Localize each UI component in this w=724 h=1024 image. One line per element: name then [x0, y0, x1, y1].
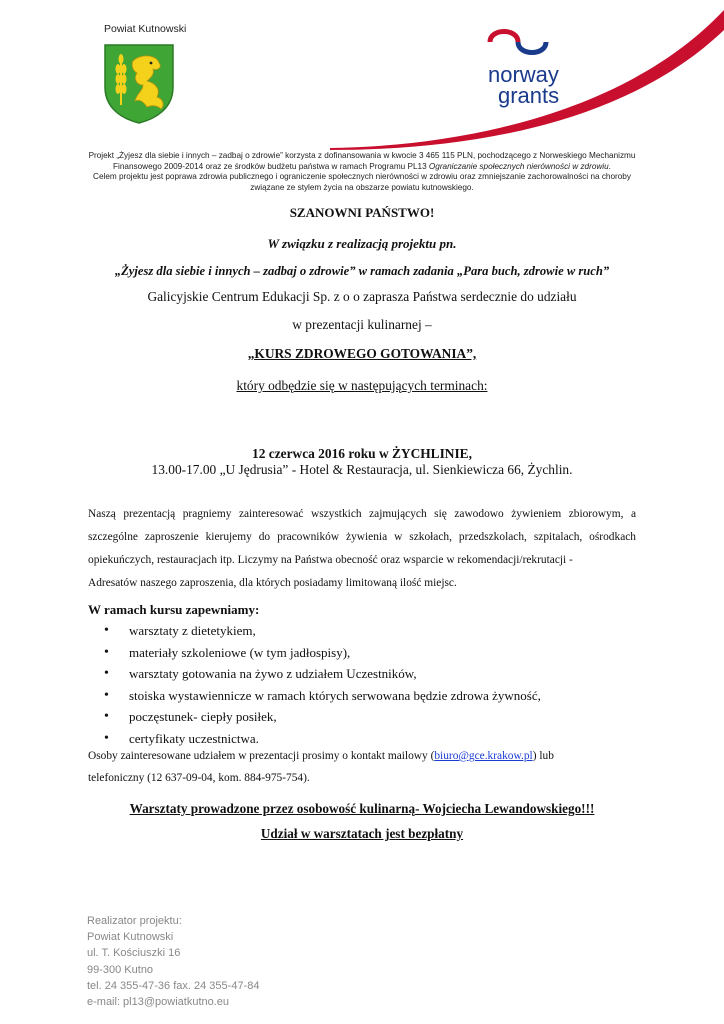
footer-line: 99-300 Kutno	[87, 963, 154, 976]
list-item: • warsztaty z dietetykiem,	[104, 620, 541, 642]
footer-line: e-mail: pl13@powiatkutno.eu	[87, 996, 230, 1009]
county-coat-of-arms	[103, 43, 175, 125]
contact-info	[88, 745, 648, 789]
salutation: SZANOWNI PAŃSTWO!	[289, 205, 435, 220]
closing-line-1: Warsztaty prowadzone przez osobowość kulinarną- Wojciecha Lewandowskiego!!!	[129, 801, 595, 816]
invitation-paragraph	[88, 503, 636, 595]
event-venue: 13.00-17.00 „U Jędrusia” - Hotel & Restauracja, ul. Sienkiewicza 66, Żychlin.	[151, 462, 573, 477]
paragraph-text-last: Adresatów naszego zaproszenia, dla których posiadamy limitowaną ilość miejsc.	[88, 577, 457, 589]
invitation-line-2: w prezentacji kulinarnej –	[292, 317, 432, 332]
closing-line-2: Udział w warsztatach jest bezpłatny	[260, 826, 464, 841]
project-title-line: „Żyjesz dla siebie i innych – zadbaj o zdrowie” w ramach zadania „Para buch, zdrowie w ruch”	[114, 264, 610, 278]
terms-line: który odbędzie się w następujących terminach:	[236, 378, 488, 393]
contact-line-2: telefoniczny (12 637-09-04, kom. 884-975-754).	[88, 772, 310, 784]
list-item: • warsztaty gotowania na żywo z udziałem Uczestników,	[104, 663, 541, 685]
footer-line: Powiat Kutnowski	[87, 931, 174, 944]
project-info-line: związane ze stylem życia na obszarze powiatu kutnowskiego.	[250, 182, 474, 192]
project-info-line: Projekt „Żyjesz dla siebie i innych – zadbaj o zdrowie” korzysta z dofinansowania w kwocie 3 465 115 PLN, pochodzącego z Norweskiego Mechanizmu	[88, 151, 636, 160]
list-item: • poczęstunek- ciepły posiłek,	[104, 706, 541, 728]
norway-grants-wordmark-grants: grants	[498, 83, 560, 108]
contact-line-1: Osoby zainteresowane udziałem w prezentacji prosimy o kontakt mailowy (biuro@gce.krakow.pl) lub	[88, 750, 554, 762]
footer-line: Realizator projektu:	[87, 915, 182, 927]
list-item: • materiały szkoleniowe (w tym jadłospisy),	[104, 642, 541, 664]
footer-line: ul. T. Kościuszki 16	[87, 947, 181, 960]
norway-grants-symbol-icon	[484, 22, 592, 62]
list-item: • stoiska wystawiennicze w ramach których serwowana będzie zdrowa żywność,	[104, 685, 541, 707]
benefits-list	[104, 620, 541, 749]
invitation-line-1: Galicyjskie Centrum Edukacji Sp. z o o zaprasza Państwa serdecznie do udziału	[147, 289, 577, 304]
project-info-line: Finansowego 2009-2014 oraz ze środków budżetu państwa w ramach Programu PL13 Ograniczanie społecznych nierówności w zdrowiu.	[113, 161, 611, 171]
intro-line: W związku z realizacją projektu pn.	[267, 236, 457, 251]
project-info	[62, 151, 662, 193]
list-title: W ramach kursu zapewniamy:	[88, 602, 260, 617]
project-info-line: Celem projektu jest poprawa zdrowia publicznego i ograniczenie społecznych nierówności w zdrowiu oraz zmniejszanie zachorowalności na choroby	[93, 172, 631, 182]
paragraph-text: Naszą prezentacją pragniemy zainteresować wszystkich zajmujących się zawodowo żywieniem zbiorowym, a szczególne zaproszenie kierujemy do pracowników żywienia w szkołach, przedszkolach, szpitalach, ośrodkach opiekuńczych, restauracjach itp. Liczymy na Państwa obecność oraz wsparcie w rekomendacji/rekrutacji -	[88, 508, 636, 566]
footer-contact	[87, 913, 259, 1010]
norway-grants-logo	[484, 22, 592, 120]
event-date: 12 czerwca 2016 roku w ŻYCHLINIE,	[252, 446, 472, 461]
county-name: Powiat Kutnowski	[104, 23, 187, 35]
email-link[interactable]: biuro@gce.krakow.pl	[434, 750, 533, 762]
footer-line: tel. 24 355-47-36 fax. 24 355-47-84	[87, 979, 260, 992]
norway-grants-wordmark-norway: norway	[488, 62, 559, 87]
list-item: • certyfikaty uczestnictwa.	[104, 728, 541, 750]
course-title: „KURS ZDROWEGO GOTOWANIA”,	[247, 346, 477, 361]
